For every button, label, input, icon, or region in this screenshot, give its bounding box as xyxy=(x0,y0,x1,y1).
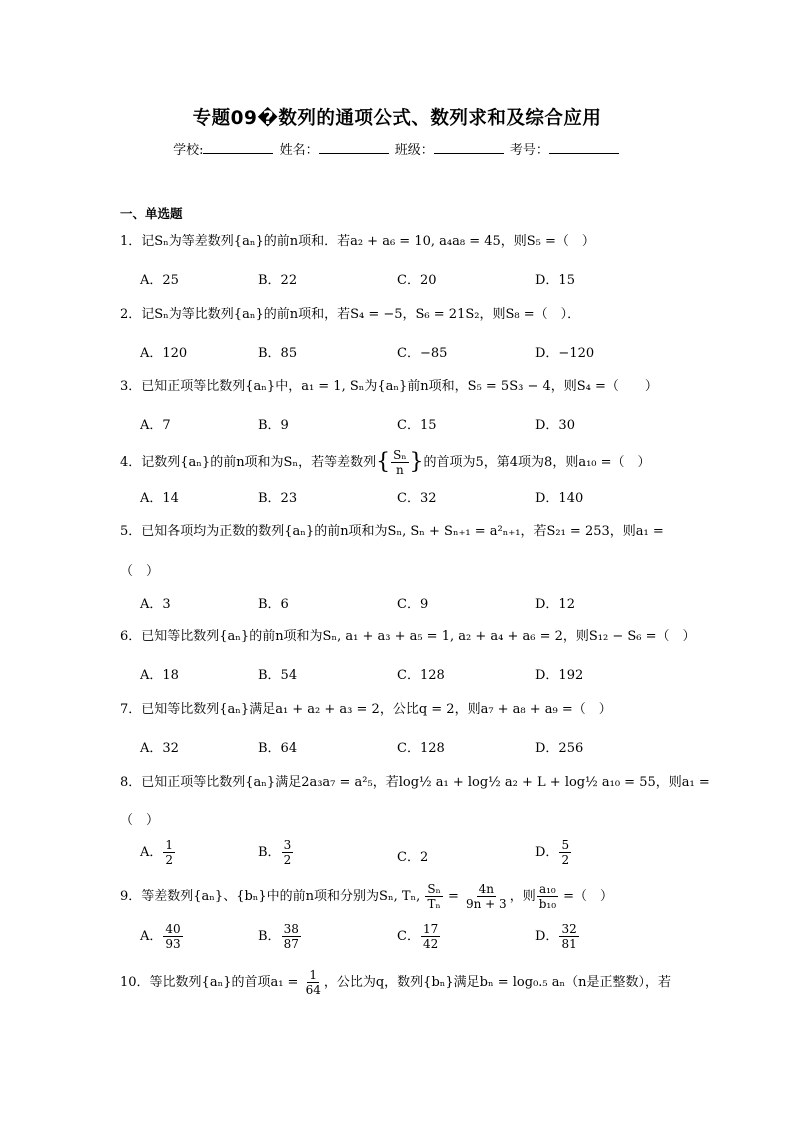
option-label: C． xyxy=(397,929,420,944)
option-c[interactable]: C．9 xyxy=(397,597,429,612)
option-b[interactable]: B．6 xyxy=(258,597,289,612)
option-a[interactable]: A．14 xyxy=(140,491,179,506)
fraction-denominator: 81 xyxy=(561,937,577,951)
fraction xyxy=(537,882,558,911)
option-b[interactable]: B．85 xyxy=(258,346,298,361)
school-field[interactable] xyxy=(203,141,273,154)
question-9-text-c: =（ ） xyxy=(559,889,614,904)
option-d[interactable]: D．30 xyxy=(535,418,575,433)
option-d[interactable]: D．12 xyxy=(535,597,575,612)
option-d[interactable]: D．140 xyxy=(535,491,584,506)
brace-right-icon: } xyxy=(409,449,424,475)
fraction-numerator: a₁₀ xyxy=(538,882,556,896)
option-b[interactable]: B．9 xyxy=(258,418,289,433)
question-5-stem: 5．已知各项均为正数的数列{aₙ}的前n项和为Sₙ, Sₙ + Sₙ₊₁ = a²ₙ₊₁，若S₂₁ = 253，则a₁ = xyxy=(120,524,664,539)
question-4-text-a: 4．记数列{aₙ}的前n项和为Sₙ，若等差数列 xyxy=(120,455,377,470)
option-label: D． xyxy=(535,845,559,860)
question-4-stem xyxy=(120,448,690,477)
question-9-stem xyxy=(120,882,690,911)
option-a[interactable]: A．120 xyxy=(140,346,188,361)
option-c[interactable]: C．128 xyxy=(397,668,445,683)
option-a[interactable]: A．25 xyxy=(140,273,179,288)
option-c[interactable] xyxy=(397,922,441,951)
fraction-denominator: 2 xyxy=(165,853,174,867)
fraction xyxy=(391,448,408,477)
option-c[interactable]: C．−85 xyxy=(397,346,448,361)
option-b[interactable]: B．22 xyxy=(258,273,298,288)
fraction xyxy=(282,838,294,867)
fraction-numerator: 38 xyxy=(283,922,299,936)
question-10-text-a: 10．等比数列{aₙ}的首项a₁ = xyxy=(120,975,303,990)
fraction-numerator: Sₙ xyxy=(393,448,407,462)
school-label: 学校: xyxy=(173,143,204,158)
fraction xyxy=(425,882,442,911)
class-label: 班级： xyxy=(394,143,434,158)
question-9-text-a: 9．等差数列{aₙ}、{bₙ}中的前n项和分别为Sₙ, Tₙ, xyxy=(120,889,425,904)
fraction xyxy=(163,922,182,951)
fraction-numerator: 1 xyxy=(309,968,318,982)
section-heading: 一、单选题 xyxy=(120,206,183,221)
question-3-stem: 3．已知正项等比数列{aₙ}中，a₁ = 1, Sₙ为{aₙ}前n项和，S₅ = 5S₃ − 4，则S₄ =（ ） xyxy=(120,379,658,394)
fraction xyxy=(421,922,440,951)
question-9-text-b: ，则 xyxy=(509,889,536,904)
exam-no-field[interactable] xyxy=(549,141,619,154)
option-b[interactable]: B．23 xyxy=(258,491,298,506)
brace-left-icon: { xyxy=(376,449,391,475)
page-title: 专题09�数列的通项公式、数列求和及综合应用 xyxy=(192,108,602,129)
name-label: 姓名： xyxy=(279,143,319,158)
question-4-options xyxy=(140,487,700,507)
option-a[interactable] xyxy=(140,838,176,867)
question-2-options xyxy=(140,342,700,362)
option-d[interactable]: D．−120 xyxy=(535,346,595,361)
question-8-stem: 8．已知正项等比数列{aₙ}满足2a₃a₇ = a²₅，若log½ a₁ + log½ a₂ + L + log½ a₁₀ = 55，则a₁ = xyxy=(120,775,710,790)
question-5-options xyxy=(140,593,700,613)
option-b[interactable]: B．54 xyxy=(258,668,298,683)
option-a[interactable]: A．18 xyxy=(140,668,179,683)
fraction-numerator: Sₙ xyxy=(427,882,441,896)
option-c[interactable]: C．20 xyxy=(397,273,437,288)
option-label: A． xyxy=(140,929,163,944)
equals-sign: = xyxy=(443,889,463,904)
question-6-stem: 6．已知等比数列{aₙ}的前n项和为Sₙ, a₁ + a₃ + a₅ = 1, a₂ + a₄ + a₆ = 2，则S₁₂ − S₆ =（ ） xyxy=(120,629,696,644)
option-a[interactable]: A．3 xyxy=(140,597,171,612)
option-b[interactable]: B．64 xyxy=(258,741,298,756)
option-c[interactable]: C．32 xyxy=(397,491,437,506)
option-c[interactable] xyxy=(397,846,428,865)
fraction xyxy=(282,922,301,951)
option-label: B． xyxy=(258,845,281,860)
fraction xyxy=(559,838,571,867)
option-a[interactable]: A．32 xyxy=(140,741,179,756)
question-7-options xyxy=(140,737,700,757)
option-c[interactable]: C．15 xyxy=(397,418,437,433)
option-b[interactable] xyxy=(258,838,294,867)
option-c[interactable]: C．128 xyxy=(397,741,445,756)
option-label: D． xyxy=(535,929,559,944)
fraction-numerator: 5 xyxy=(561,838,570,852)
question-8-blank: （ ） xyxy=(120,813,160,828)
question-9-options xyxy=(140,922,700,956)
question-6-options xyxy=(140,664,700,684)
fraction-denominator: 42 xyxy=(422,937,439,951)
option-label: B． xyxy=(258,929,281,944)
fraction-denominator: 2 xyxy=(283,853,292,867)
option-d[interactable]: D．192 xyxy=(535,668,584,683)
fraction-denominator: 64 xyxy=(305,983,321,997)
student-info-line xyxy=(0,139,794,158)
fraction-denominator: 2 xyxy=(561,853,570,867)
fraction-denominator: 87 xyxy=(283,937,299,951)
fraction-denominator: b₁₀ xyxy=(538,897,557,911)
option-value: 2 xyxy=(419,850,429,865)
option-d[interactable] xyxy=(535,922,580,951)
name-field[interactable] xyxy=(319,141,389,154)
fraction-numerator: 40 xyxy=(165,922,181,936)
fraction-denominator: 93 xyxy=(165,937,181,951)
fraction xyxy=(163,838,175,867)
fraction-numerator: 32 xyxy=(561,922,577,936)
fraction-denominator: n xyxy=(395,463,404,477)
fraction-denominator: Tₙ xyxy=(427,897,441,911)
fraction xyxy=(559,922,578,951)
question-10-stem xyxy=(120,968,690,997)
option-a[interactable]: A．7 xyxy=(140,418,171,433)
question-10-text-b: ，公比为q，数列{bₙ}满足bₙ = log₀.₅ aₙ（n是正整数），若 xyxy=(323,975,672,990)
question-7-stem: 7．已知等比数列{aₙ}满足a₁ + a₂ + a₃ = 2，公比q = 2，则a₇ + a₈ + a₉ =（ ） xyxy=(120,702,612,717)
fraction xyxy=(304,968,323,997)
fraction-denominator: 9n + 3 xyxy=(466,897,507,911)
fraction-numerator: 1 xyxy=(165,838,174,852)
question-2-stem: 2．记Sₙ为等比数列{aₙ}的前n项和，若S₄ = −5，S₆ = 21S₂，则S₈ =（ ）． xyxy=(120,307,581,322)
option-label: C． xyxy=(397,850,420,865)
class-field[interactable] xyxy=(434,141,504,154)
fraction-numerator: 3 xyxy=(283,838,292,852)
question-1-stem: 1．记Sₙ为等差数列{aₙ}的前n项和．若a₂ + a₆ = 10, a₄a₈ = 45，则S₅ =（ ） xyxy=(120,234,595,249)
option-d[interactable]: D．256 xyxy=(535,741,584,756)
option-d[interactable] xyxy=(535,838,572,867)
question-1-options xyxy=(140,269,700,289)
question-4-text-b: 的首项为5，第4项为8，则a₁₀ =（ ） xyxy=(423,455,651,470)
exam-no-label: 考号： xyxy=(509,143,549,158)
fraction-numerator: 4n xyxy=(478,882,495,896)
option-a[interactable] xyxy=(140,922,184,951)
option-label: A． xyxy=(140,845,163,860)
fraction xyxy=(464,882,509,911)
question-8-options xyxy=(140,838,700,872)
question-5-blank: （ ） xyxy=(120,564,160,579)
fraction-numerator: 17 xyxy=(422,922,439,936)
question-3-options xyxy=(140,414,700,434)
option-d[interactable]: D．15 xyxy=(535,273,575,288)
option-b[interactable] xyxy=(258,922,302,951)
